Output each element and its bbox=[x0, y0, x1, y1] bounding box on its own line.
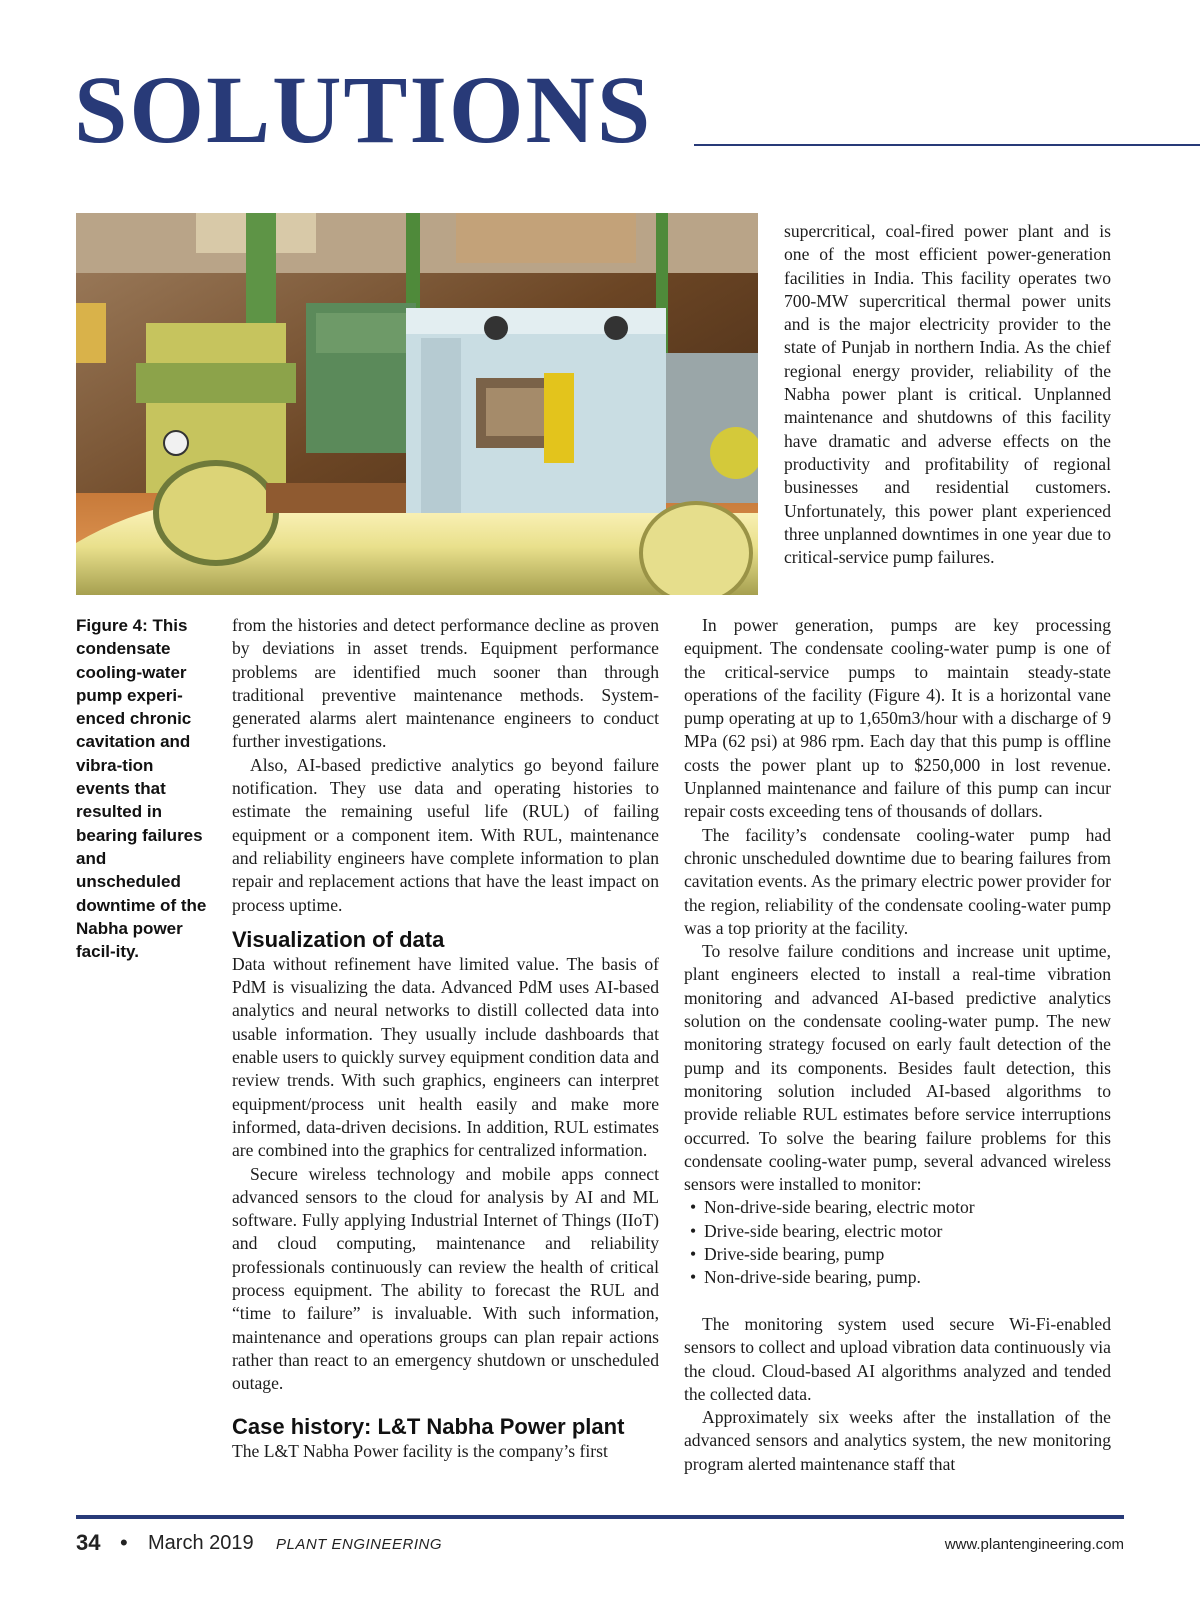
article-paragraph: Approximately six weeks after the installation of the advanced sensors and analytics system, the new monitoring program alerted maintenance staff that bbox=[684, 1407, 1111, 1474]
section-heading-visualization: Visualization of data bbox=[232, 926, 445, 952]
list-item: • Drive-side bearing, electric motor bbox=[684, 1220, 1111, 1243]
footer-rule bbox=[76, 1515, 1124, 1519]
pump-photo bbox=[76, 213, 758, 595]
paragraph-spacer bbox=[684, 1290, 1111, 1313]
article-paragraph: Data without refinement have limited value. The basis of PdM is visualizing the data. Advanced PdM uses AI-based analytics and neural networks to distill collected data into usable information. They usually include dashboards that enable users to quickly survey equipment condition data and review trends. With such graphics, engineers can interpret equipment/process unit health easily and make more informed, data-driven decisions. In addition, RUL estimates are combined into the graphics for centralized information. bbox=[232, 953, 659, 1161]
page-footer bbox=[76, 1530, 1124, 1560]
list-item: • Non-drive-side bearing, electric motor bbox=[684, 1196, 1111, 1219]
pump-photo-illustration bbox=[76, 213, 758, 595]
article-paragraph: Secure wireless technology and mobile apps connect advanced sensors to the cloud for analysis by AI and ML software. Fully applying Industrial Internet of Things (IIoT) and cloud computing, maintenance and reliability professionals continuously can review the health of critical process equipment. The ability to forecast the RUL and “time to failure” is invaluable. With such information, maintenance and operations groups can plan repair actions rather than react to an emergency shutdown or unscheduled outage. bbox=[232, 1163, 659, 1394]
section-title: SOLUTIONS bbox=[74, 56, 653, 163]
article-paragraph: supercritical, coal-fired power plant and is one of the most efficient power-generation facilities in India. This facility operates two 700-MW supercritical thermal power units and is the major electricity provider to the state of Punjab in northern India. As the chief regional energy provider, reliability of the Nabha power plant is critical. Unplanned maintenance and shutdowns of this facility have dramatic and adverse effects on the productivity and profitability of regional businesses and residential customers. Unfortunately, this power plant experienced three unplanned downtimes in one year due to critical-service pump failures. bbox=[784, 221, 1111, 568]
figure-caption: Figure 4: This condensate cooling-water pump experi-enced chronic cavitation and vibra-tion events that resulted in bearing failures and unscheduled downtime of the Nabha power facil-ity. bbox=[76, 616, 207, 962]
article-paragraph: The monitoring system used secure Wi-Fi-enabled sensors to collect and upload vibration data continuously via the cloud. Cloud-based AI algorithms analyzed and tended the collected data. bbox=[684, 1313, 1111, 1404]
sensor-list bbox=[684, 1196, 1111, 1289]
section-heading-case-history: Case history: L&T Nabha Power plant bbox=[232, 1413, 625, 1439]
article-paragraph: To resolve failure conditions and increase unit uptime, plant engineers elected to install a real-time vibration monitoring and advanced AI-based predictive analytics solution on the condensate cooling-water pump. The new monitoring strategy focused on early fault detection of the pump and its components. Besides fault detection, this monitoring solution included AI-based algorithms to provide reliable RUL estimates before service interruptions occurred. To solve the bearing failure problems for this condensate cooling-water pump, several advanced wireless sensors were installed to monitor: bbox=[684, 941, 1111, 1195]
footer-bullet: • bbox=[120, 1530, 128, 1555]
article-column-middle bbox=[232, 614, 659, 1463]
website-url: www.plantengineering.com bbox=[944, 1536, 1124, 1553]
issue-date: March 2019 bbox=[148, 1532, 254, 1554]
title-rule bbox=[694, 144, 1200, 146]
article-paragraph: The L&T Nabha Power facility is the company’s first bbox=[232, 1440, 608, 1461]
list-item: • Non-drive-side bearing, pump. bbox=[684, 1266, 1111, 1289]
article-paragraph: The facility’s condensate cooling-water pump had chronic unscheduled downtime due to bearing failures from cavitation events. As the primary electric power provider for the region, reliability of the condensate cooling-water pump was a top priority at the facility. bbox=[684, 824, 1111, 938]
list-item: • Drive-side bearing, pump bbox=[684, 1243, 1111, 1266]
article-paragraph: from the histories and detect performance decline as proven by deviations in asset trends. Equipment performance problems are identified much sooner than through traditional preventive maintenance methods. System-generated alarms alert maintenance engineers to conduct further investigations. bbox=[232, 615, 659, 752]
article-column-top-right bbox=[784, 220, 1111, 569]
page-number: 34 bbox=[76, 1530, 101, 1555]
magazine-name: PLANT ENGINEERING bbox=[276, 1536, 443, 1553]
article-paragraph: In power generation, pumps are key processing equipment. The condensate cooling-water pump is one of the critical-service pumps to maintain steady-state operations of the facility (Figure 4). It is a horizontal vane pump operating at up to 1,650m3/hour with a discharge of 9 MPa (62 psi) at 986 rpm. Each day that this pump is offline costs the power plant up to $250,000 in lost revenue. Unplanned maintenance and failure of this pump can incur repair costs exceeding tens of thousands of dollars. bbox=[684, 615, 1111, 822]
article-paragraph: Also, AI-based predictive analytics go beyond failure notification. They use data and operating histories to estimate the remaining useful life (RUL) of failing equipment or a component item. With RUL, maintenance and reliability engineers have complete information to plan repair and replacement actions that have the least impact on process uptime. bbox=[232, 754, 659, 915]
article-column-right bbox=[684, 614, 1111, 1476]
